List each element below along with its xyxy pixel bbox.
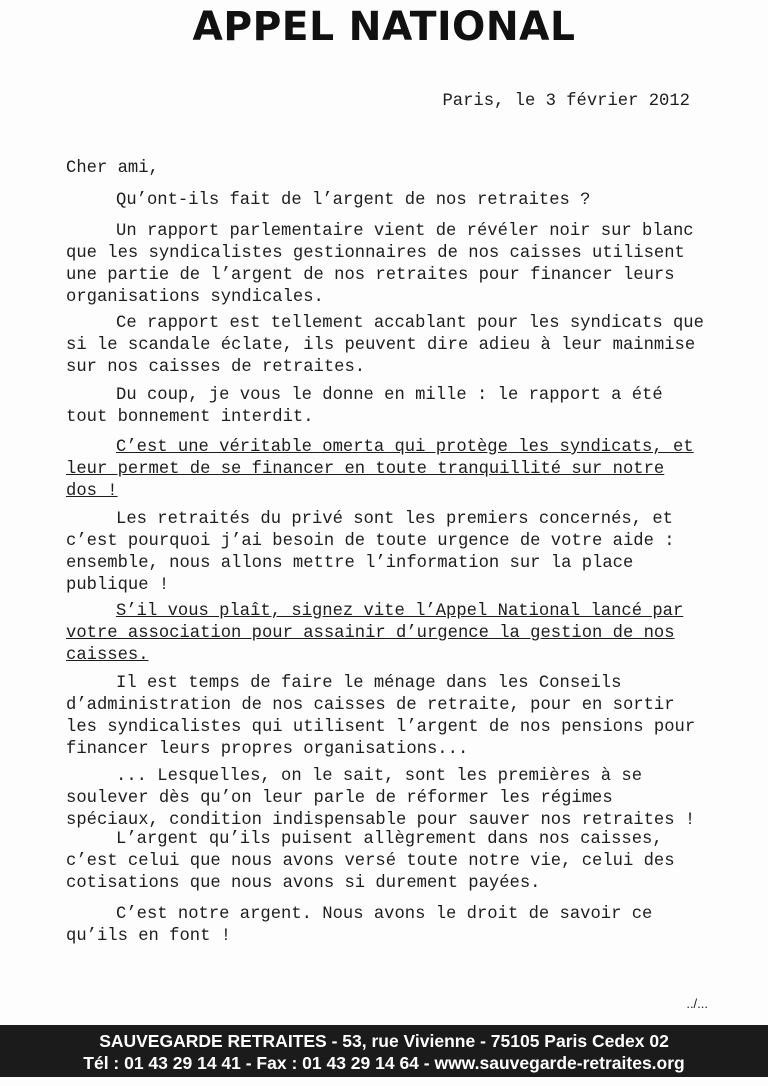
paragraph-line: dos ! [66,482,118,501]
letter-paragraph [66,766,706,832]
footer-banner [0,1025,768,1077]
letter-paragraph [66,221,706,309]
footer-contact: Tél : 01 43 29 14 41 - Fax : 01 43 29 14 64 - www.sauvegarde-retraites.org [83,1053,685,1073]
paragraph-line: leur permet de se financer en toute tranquillité sur notre [66,460,665,479]
paragraph-line: Un rapport parlementaire vient de révéler noir sur blanc [116,222,694,241]
paragraph-line: ... Lesquelles, on le sait, sont les premières à se [116,767,643,786]
letter-paragraph [66,673,706,761]
paragraph-line: d’administration de nos caisses de retraite, pour en sortir [66,696,675,715]
paragraph-line: S’il vous plaît, signez vite l’Appel National lancé par [116,602,684,621]
paragraph-line: C’est notre argent. Nous avons le droit de savoir ce [116,905,653,924]
paragraph-line: que les syndicalistes gestionnaires de nos caisses utilisent [66,244,685,263]
paragraph-line: les syndicalistes qui utilisent l’argent de nos pensions pour [66,718,696,737]
document-title: APPEL NATIONAL [192,4,576,50]
letter-date: Paris, le 3 février 2012 [442,92,690,111]
paragraph-line: Les retraités du privé sont les premiers concernés, et [116,510,673,529]
paragraph-line: votre association pour assainir d’urgence la gestion de nos [66,624,675,643]
paragraph-line: C’est une véritable omerta qui protège les syndicats, et [116,438,694,457]
paragraph-line: publique ! [66,576,170,595]
continuation-marker: ../... [686,996,708,1011]
letter-paragraph [66,313,706,379]
letter-paragraph [66,904,706,948]
letter-paragraph-emphasis [66,437,706,503]
paragraph-line: c’est pourquoi j’ai besoin de toute urgence de votre aide : [66,532,675,551]
paragraph-line: caisses. [66,646,149,665]
paragraph-line: si le scandale éclate, ils peuvent dire adieu à leur mainmise [66,336,696,355]
letter-paragraph [66,385,706,429]
paragraph-line: qu’ils en font ! [66,927,232,946]
paragraph-line: financer leurs propres organisations... [66,740,469,759]
letter-paragraph [66,190,706,212]
letter-paragraph-emphasis [66,601,706,667]
paragraph-line: L’argent qu’ils puisent allègrement dans nos caisses, [116,830,663,849]
letter-paragraph [66,509,706,597]
paragraph-line: soulever dès qu’on leur parle de réformer les régimes [66,789,613,808]
paragraph-line: une partie de l’argent de nos retraites pour financer leurs [66,266,675,285]
paragraph-line: cotisations que nous avons si durement payées. [66,874,541,893]
paragraph-line: organisations syndicales. [66,288,324,307]
paragraph-line: ensemble, nous allons mettre l’information sur la place [66,554,634,573]
paragraph-line: Du coup, je vous le donne en mille : le rapport a été [116,386,663,405]
paragraph-line: sur nos caisses de retraites. [66,358,366,377]
paragraph-line: c’est celui que nous avons versé toute notre vie, celui des [66,852,675,871]
footer-address: SAUVEGARDE RETRAITES - 53, rue Vivienne - 75105 Paris Cedex 02 [99,1031,669,1051]
paragraph-line: Il est temps de faire le ménage dans les Conseils [116,674,622,693]
paragraph-line: spéciaux, condition indispensable pour sauver nos retraites ! [66,811,696,830]
letter-greeting: Cher ami, [66,159,159,178]
paragraph-line: Qu’ont-ils fait de l’argent de nos retraites ? [116,191,591,210]
letter-paragraph [66,829,706,895]
paragraph-line: tout bonnement interdit. [66,408,314,427]
paragraph-line: Ce rapport est tellement accablant pour les syndicats que [116,314,704,333]
